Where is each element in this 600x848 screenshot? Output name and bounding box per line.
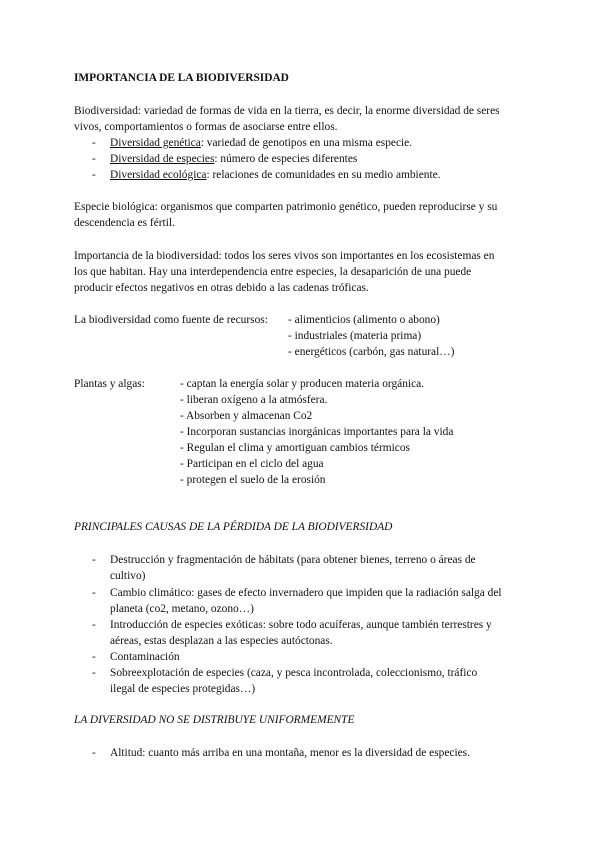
distribution-item: Altitud: cuanto más arriba en una montaña, menor es la diversidad de especies. (110, 747, 470, 759)
plants-item: - Participan en el ciclo del agua (180, 458, 324, 470)
list-item (110, 135, 412, 151)
term-species-diversity: Diversidad de especies (110, 153, 215, 165)
causes-item-line: aéreas, estas desplazan a las especies autóctonas. (110, 635, 333, 647)
definition-line-2: vivos, comportamientos o formas de asociarse entre ellos. (74, 121, 338, 133)
distribution-heading: LA DIVERSIDAD NO SE DISTRIBUYE UNIFORMEMENTE (74, 714, 355, 726)
plants-item: - Incorporan sustancias inorgánicas importantes para la vida (180, 426, 454, 438)
species-line-1: Especie biológica: organismos que comparten patrimonio genético, pueden reproducirse y su (74, 201, 498, 213)
causes-heading: PRINCIPALES CAUSAS DE LA PÉRDIDA DE LA BIODIVERSIDAD (74, 521, 393, 533)
resources-item: - alimenticios (alimento o abono) (288, 314, 440, 326)
term-genetic-diversity: Diversidad genética (110, 137, 201, 149)
page-title: IMPORTANCIA DE LA BIODIVERSIDAD (74, 72, 289, 84)
list-bullet: - (92, 667, 96, 679)
definition-line-1: Biodiversidad: variedad de formas de vida en la tierra, es decir, la enorme diversidad de seres (74, 105, 500, 117)
term-description: : relaciones de comunidades en su medio ambiente. (206, 169, 441, 181)
resources-item: - energéticos (carbón, gas natural…) (288, 346, 455, 358)
list-bullet: - (92, 137, 96, 149)
species-line-2: descendencia es fértil. (74, 217, 175, 229)
list-item (110, 151, 357, 167)
list-bullet: - (92, 747, 96, 759)
list-bullet: - (92, 554, 96, 566)
term-ecological-diversity: Diversidad ecológica (110, 169, 207, 181)
resources-item: - industriales (materia prima) (288, 330, 422, 342)
causes-item-line: Contaminación (110, 651, 180, 663)
list-bullet: - (92, 587, 96, 599)
term-description: : número de especies diferentes (214, 153, 358, 165)
plants-item: - Absorben y almacenan Co2 (180, 410, 313, 422)
plants-item: - captan la energía solar y producen materia orgánica. (180, 378, 425, 390)
plants-label: Plantas y algas: (74, 378, 145, 390)
causes-item-line: Cambio climático: gases de efecto invernadero que impiden que la radiación salga del (110, 587, 502, 599)
causes-item-line: Sobreexplotación de especies (caza, y pesca incontrolada, coleccionismo, tráfico (110, 667, 478, 679)
list-item (110, 167, 441, 183)
term-description: : variedad de genotipos en una misma especie. (200, 137, 413, 149)
resources-label: La biodiversidad como fuente de recursos: (74, 314, 268, 326)
causes-item-line: Introducción de especies exóticas: sobre todo acuíferas, aunque también terrestres y (110, 619, 492, 631)
causes-item-line: Destrucción y fragmentación de hábitats (para obtener bienes, terreno o áreas de (110, 554, 476, 566)
causes-item-line: planeta (co2, metano, ozono…) (110, 603, 254, 615)
plants-item: - liberan oxígeno a la atmósfera. (180, 394, 328, 406)
plants-item: - Regulan el clima y amortiguan cambios térmicos (180, 442, 410, 454)
list-bullet: - (92, 153, 96, 165)
importance-line-2: los que habitan. Hay una interdependencia entre especies, la desaparición de una puede (74, 266, 472, 278)
list-bullet: - (92, 619, 96, 631)
plants-item: - protegen el suelo de la erosión (180, 474, 326, 486)
importance-line-1: Importancia de la biodiversidad: todos los seres vivos son importantes en los ecosistemas en (74, 250, 495, 262)
list-bullet: - (92, 651, 96, 663)
causes-item-line: cultivo) (110, 570, 146, 582)
importance-line-3: producir efectos negativos en otras debido a las cadenas tróficas. (74, 282, 369, 294)
causes-item-line: ilegal de especies protegidas…) (110, 683, 256, 695)
list-bullet: - (92, 169, 96, 181)
